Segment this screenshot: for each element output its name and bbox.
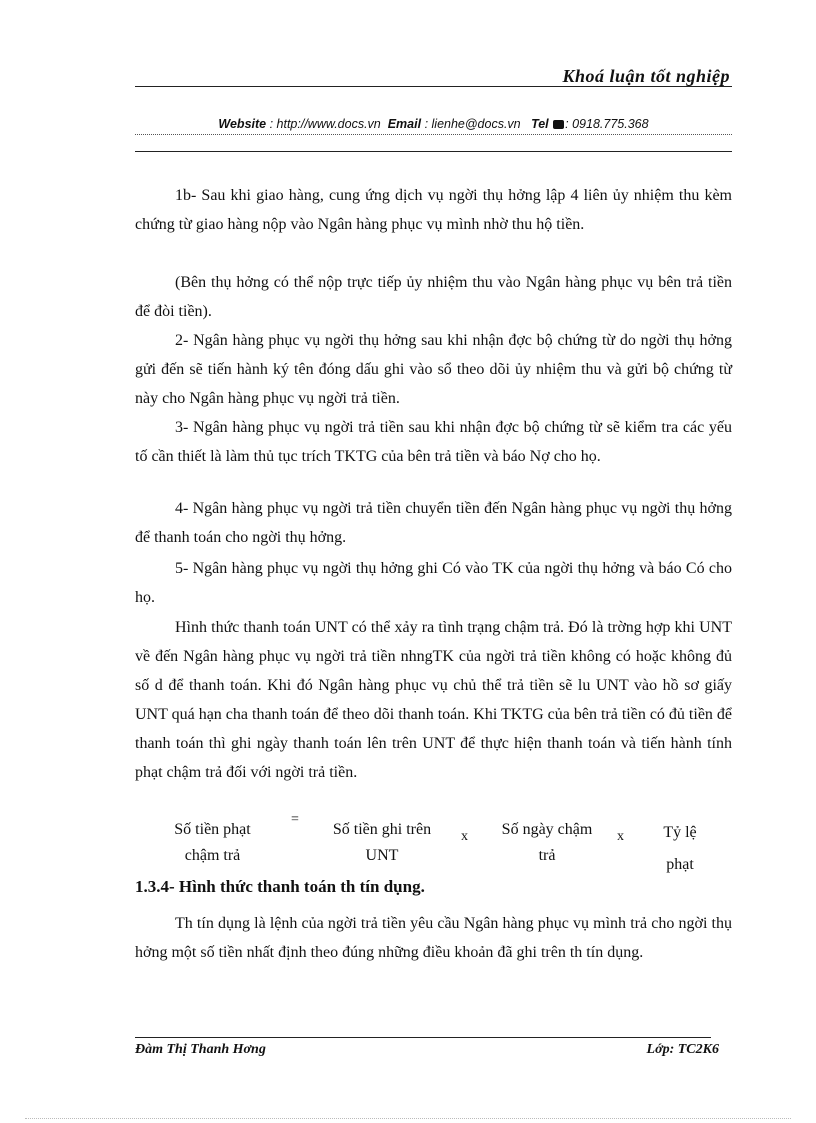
formula-equals: = <box>291 812 299 827</box>
paragraph-late-payment: Hình thức thanh toán UNT có thể xảy ra tình trạng chậm trả. Đó là trờng hợp khi UNT về đến Ngân hàng phục vụ ngời trả tiền nhngTK của ngời trả tiền không có hoặc không đủ số d để thanh toán. Khi đó Ngân hàng phục vụ chủ thể trả tiền sẽ lu UNT vào hồ sơ giấy UNT quá hạn cha thanh toán để theo dõi thanh toán. Khi TKTG của bên trả tiền có đủ tiền để thanh toán thì ghi ngày thanh toán lên trên UNT để thực hiện thanh toán và tiến hành tính phạt chậm trả đối với ngời trả tiền. <box>135 619 733 781</box>
formula-term-1-line-2: chậm trả <box>184 847 241 864</box>
footer-rule <box>135 1037 711 1038</box>
formula-penalty-rate <box>640 817 720 881</box>
formula-term-3-line-1: Số ngày chậm <box>501 821 593 838</box>
formula-term-1-line-1: Số tiền phạt <box>174 821 251 838</box>
formula-term-2-line-1: Số tiền ghi trên <box>332 821 432 838</box>
paragraph-note: (Bên thụ hởng có thể nộp trực tiếp ủy nhiệm thu vào Ngân hàng phục vụ bên trả tiền để đòi tiền). <box>135 274 732 320</box>
paragraph-step-4: 4- Ngân hàng phục vụ ngời trả tiền chuyển tiền đến Ngân hàng phục vụ ngời thụ hởng để thanh toán cho ngời thụ hởng. <box>135 500 732 546</box>
tel-label: Tel <box>531 117 549 131</box>
tel-value: : 0918.775.368 <box>565 117 649 131</box>
formula-term-4-line-1: Tỷ lệ <box>663 824 697 841</box>
footer-author: Đàm Thị Thanh Hơng <box>135 1042 266 1057</box>
paragraph-1b: 1b- Sau khi giao hàng, cung ứng dịch vụ ngời thụ hởng lập 4 liên ủy nhiệm thu kèm chứng từ giao hàng nộp vào Ngân hàng phục vụ mình nhờ thu hộ tiền. <box>135 187 732 233</box>
formula-times-2: x <box>617 829 624 844</box>
paragraph-step-2: 2- Ngân hàng phục vụ ngời thụ hởng sau khi nhận đợc bộ chứng từ do ngời thụ hởng gửi đến sẽ tiến hành ký tên đóng dấu ghi vào sổ theo dõi ủy nhiệm thu và gửi bộ chứng từ này cho Ngân hàng phục vụ ngời trả tiền. <box>135 332 732 407</box>
formula-unt-amount <box>314 817 450 869</box>
website-line <box>135 117 732 131</box>
header-title: Khoá luận tốt nghiệp <box>562 66 730 86</box>
formula-term-3-line-2: trả <box>538 847 556 864</box>
header-rule-dotted <box>135 134 732 135</box>
paragraph-step-5: 5- Ngân hàng phục vụ ngời thụ hởng ghi Có vào TK của ngời thụ hởng và báo Có cho họ. <box>135 560 732 606</box>
formula-days-late <box>487 817 607 869</box>
email-value[interactable]: : lienhe@docs.vn <box>424 117 521 131</box>
section-paragraph: Th tín dụng là lệnh của ngời trả tiền yêu cầu Ngân hàng phục vụ mình trả cho ngời thụ hởng một số tiền nhất định theo đúng những điều khoản đã ghi trên th tín dụng. <box>135 915 732 961</box>
website-label: Website <box>218 117 267 131</box>
footer-class: Lớp: TC2K6 <box>646 1042 719 1057</box>
header-rule-bottom <box>135 151 732 152</box>
phone-icon <box>553 120 564 129</box>
header-rule-top <box>135 86 732 87</box>
formula-times-1: x <box>461 829 468 844</box>
website-value[interactable]: : http://www.docs.vn <box>269 117 381 131</box>
formula-penalty-amount <box>150 817 275 869</box>
formula-term-4-line-2: phạt <box>666 856 694 873</box>
formula-term-2-line-2: UNT <box>365 847 399 864</box>
email-label: Email <box>387 117 422 131</box>
paragraph-step-3: 3- Ngân hàng phục vụ ngời trả tiền sau khi nhận đợc bộ chứng từ sẽ kiểm tra các yếu tố cần thiết là làm thủ tục trích TKTG của bên trả tiền và báo Nợ cho họ. <box>135 419 732 465</box>
section-heading: 1.3.4- Hình thức thanh toán th tín dụng. <box>135 877 425 896</box>
page-bottom-dotted-rule <box>25 1118 791 1119</box>
